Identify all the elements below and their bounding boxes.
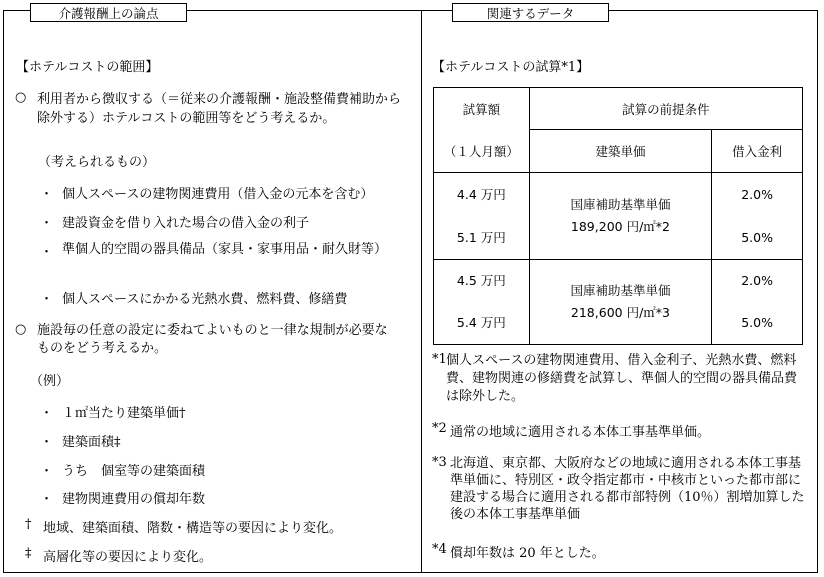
interest-cell: 2.0% — [741, 273, 773, 288]
header-unit-price: 建築単価 — [529, 130, 711, 173]
note-ddagger-mark: ‡ — [25, 546, 32, 561]
note-dagger-mark: † — [25, 517, 32, 532]
q2-bullet: ○ — [15, 322, 27, 337]
q1-bullet: ○ — [15, 90, 27, 105]
considered-item-3: 準個人的空間の器具備品（家具・家事用品・耐久財等） — [62, 242, 388, 257]
footnote-mark-2: *2 — [432, 421, 447, 436]
example-dot-3: ・ — [40, 464, 54, 479]
note-ddagger: 高層化等の要因により変化。 — [43, 550, 213, 565]
header-amount-line2: （１人月額） — [434, 130, 530, 173]
footnote-1: 個人スペースの建物関連費用、借入金利子、光熱水費、燃料費、建物関連の修繕費を試算し、準個人的空間の器具備品費は除外した。 — [446, 353, 798, 404]
header-conditions: 試算の前提条件 — [529, 88, 802, 130]
unit-price-value: 218,600 円/㎡*3 — [570, 305, 670, 320]
considered-item-4: 個人スペースにかかる光熱水費、燃料費、修繕費 — [62, 292, 348, 307]
considered-item-2: 建設資金を借り入れた場合の借入金の利子 — [62, 216, 310, 231]
example-dot-1: ・ — [40, 406, 54, 421]
footnote-mark-1: *1 — [432, 352, 447, 367]
footnote-mark-3: *3 — [432, 455, 447, 470]
right-heading: 【ホテルコストの試算*1】 — [432, 60, 590, 75]
q1-text: 利用者から徴収する（＝従来の介護報酬・施設整備費補助から除外する）ホテルコストの範囲等をどう考えるか。 — [37, 92, 402, 126]
column-divider — [421, 10, 422, 573]
footnote-4: 償却年数は 20 年とした。 — [450, 546, 605, 561]
cost-estimate-table — [433, 87, 803, 345]
footnote-mark-4: *4 — [432, 542, 447, 557]
unit-price-value: 189,200 円/㎡*2 — [570, 219, 670, 234]
example-item-4: 建物関連費用の償却年数 — [62, 492, 206, 507]
example-dot-4: ・ — [40, 492, 54, 507]
table-row — [434, 173, 803, 260]
example-item-3: うち 個室等の建築面積 — [62, 464, 206, 479]
left-heading: 【ホテルコストの範囲】 — [16, 60, 159, 75]
amount-cell: 5.1 万円 — [456, 230, 506, 245]
header-amount-cell — [434, 88, 530, 130]
amount-cell: 4.5 万円 — [456, 273, 506, 288]
example-item-1: １㎡当たり建築単価† — [62, 406, 186, 421]
left-column-tab: 介護報酬上の論点 — [30, 3, 187, 22]
considered-item-1: 個人スペースの建物関連費用（借入金の元本を含む） — [62, 187, 374, 202]
unit-price-label: 国庫補助基準単価 — [570, 283, 671, 298]
considered-label: （考えられるもの） — [38, 155, 156, 170]
table-row — [434, 260, 803, 345]
considered-dot-3: ・ — [40, 245, 54, 260]
interest-cell: 5.0% — [741, 315, 773, 330]
considered-dot-4: ・ — [40, 292, 54, 307]
interest-cell: 2.0% — [741, 187, 773, 202]
amount-cell: 4.4 万円 — [456, 187, 506, 202]
unit-price-label: 国庫補助基準単価 — [570, 197, 671, 212]
example-dot-2: ・ — [40, 435, 54, 450]
footnote-3: 北海道、東京都、大阪府などの地域に適用される本体工事基準単価に、特別区・政令指定都市・中核市といった都市部に建設する場合に適用される都市部特例（10％）割増加算した後の本体工事基準単価 — [450, 456, 805, 522]
considered-dot-1: ・ — [40, 187, 54, 202]
footnote-2: 通常の地域に適用される本体工事基準単価。 — [450, 425, 711, 440]
example-label: （例） — [30, 374, 70, 389]
header-interest: 借入金利 — [712, 130, 803, 173]
header-amount-line1: 試算額 — [462, 101, 501, 117]
q2-text: 施設毎の任意の設定に委ねてよいものと一律な規制が必要なものをどう考えるか。 — [37, 323, 388, 356]
amount-cell: 5.4 万円 — [456, 315, 506, 330]
note-dagger: 地域、建築面積、階数・構造等の要因により変化。 — [43, 521, 343, 536]
right-column-tab: 関連するデータ — [452, 3, 609, 22]
interest-cell: 5.0% — [741, 230, 773, 245]
considered-dot-2: ・ — [40, 216, 54, 231]
example-item-2: 建築面積‡ — [62, 435, 121, 450]
